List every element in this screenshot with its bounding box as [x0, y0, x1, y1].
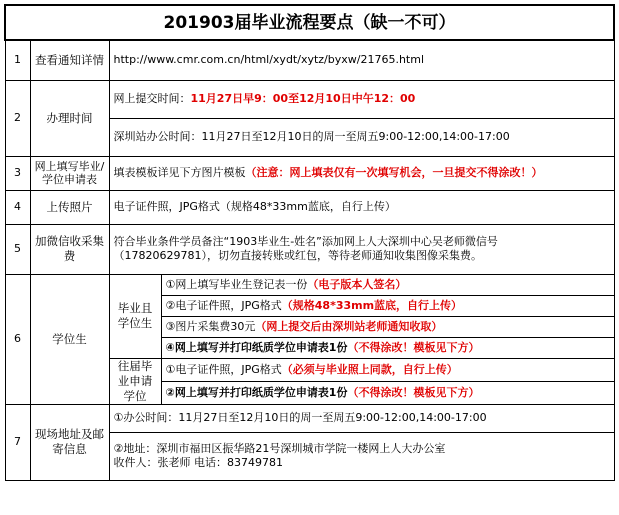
degree-item: ②网上填写并打印纸质学位申请表1份（不得涂改！模板见下方）: [161, 381, 614, 404]
recipient-line: 收件人：张老师 电话：83749781: [113, 456, 283, 469]
row-number: 5: [5, 224, 30, 274]
row-label: 办理时间: [30, 80, 109, 156]
row-number: 3: [5, 156, 30, 190]
graduation-process-table: [4, 4, 615, 481]
online-time-prefix: 网上提交时间：: [113, 92, 191, 105]
sub-label-previous: 往届毕业申请学位: [109, 358, 161, 404]
degree-item: ③图片采集费30元（网上提交后由深圳站老师通知收取）: [161, 316, 614, 337]
row-label: 学位生: [30, 274, 109, 404]
row-label: 现场地址及邮寄信息: [30, 404, 109, 480]
office-hours-site: ①办公时间：11月27日至12月10日的周一至周五9:00-12:00,14:00-17:00: [109, 404, 614, 432]
row-number: 7: [5, 404, 30, 480]
row-number: 1: [5, 40, 30, 80]
row-number: 4: [5, 190, 30, 224]
form-template-text: 填表模板详见下方图片模板: [113, 166, 246, 179]
page-title: 201903届毕业流程要点（缺一不可）: [5, 5, 614, 40]
row-number: 2: [5, 80, 30, 156]
row-address: [5, 404, 614, 432]
degree-item: ④网上填写并打印纸质学位申请表1份（不得涂改！模板见下方）: [161, 337, 614, 358]
row-label: 加微信收采集费: [30, 224, 109, 274]
mailing-info: [109, 432, 614, 480]
sub-label-graduating: 毕业且学位生: [109, 274, 161, 358]
degree-item: ①网上填写毕业生登记表一份（电子版本人签名）: [161, 274, 614, 295]
row-label: 查看通知详情: [30, 40, 109, 80]
address-line: ②地址：深圳市福田区振华路21号深圳城市学院一楼网上人大办公室: [113, 442, 446, 455]
degree-item: ②电子证件照，JPG格式（规格48*33mm蓝底，自行上传）: [161, 295, 614, 316]
row-notice: [5, 40, 614, 80]
row-label: 上传照片: [30, 190, 109, 224]
row-photo: [5, 190, 614, 224]
row-time: [5, 80, 614, 118]
row-wechat: [5, 224, 614, 274]
row-number: 6: [5, 274, 30, 404]
row-degree: [5, 274, 614, 295]
row-form: [5, 156, 614, 190]
office-hours: 深圳站办公时间：11月27日至12月10日的周一至周五9:00-12:00,14:00-17:00: [109, 118, 614, 156]
wechat-line-1: 符合毕业条件学员备注“1903毕业生-姓名”添加网上人大深圳中心吴老师微信号: [113, 235, 498, 248]
row-label: 网上填写毕业/学位申请表: [30, 156, 109, 190]
photo-requirement: 电子证件照，JPG格式（规格48*33mm蓝底，自行上传）: [109, 190, 614, 224]
online-time-value: 11月27日早9：00至12月10日中午12：00: [190, 92, 416, 105]
online-submit-time: [109, 80, 614, 118]
notice-url-link[interactable]: http://www.cmr.com.cn/html/xydt/xytz/byxw/21765.html: [109, 40, 614, 80]
wechat-line-2: （17820629781），切勿直接转账或红包，等待老师通知收集图像采集费。: [113, 249, 482, 262]
degree-item: ①电子证件照，JPG格式（必须与毕业照上同款，自行上传）: [161, 358, 614, 381]
form-instruction: [109, 156, 614, 190]
form-notice: （注意：网上填表仅有一次填写机会，一旦提交不得涂改！）: [245, 166, 543, 179]
wechat-instruction: [109, 224, 614, 274]
